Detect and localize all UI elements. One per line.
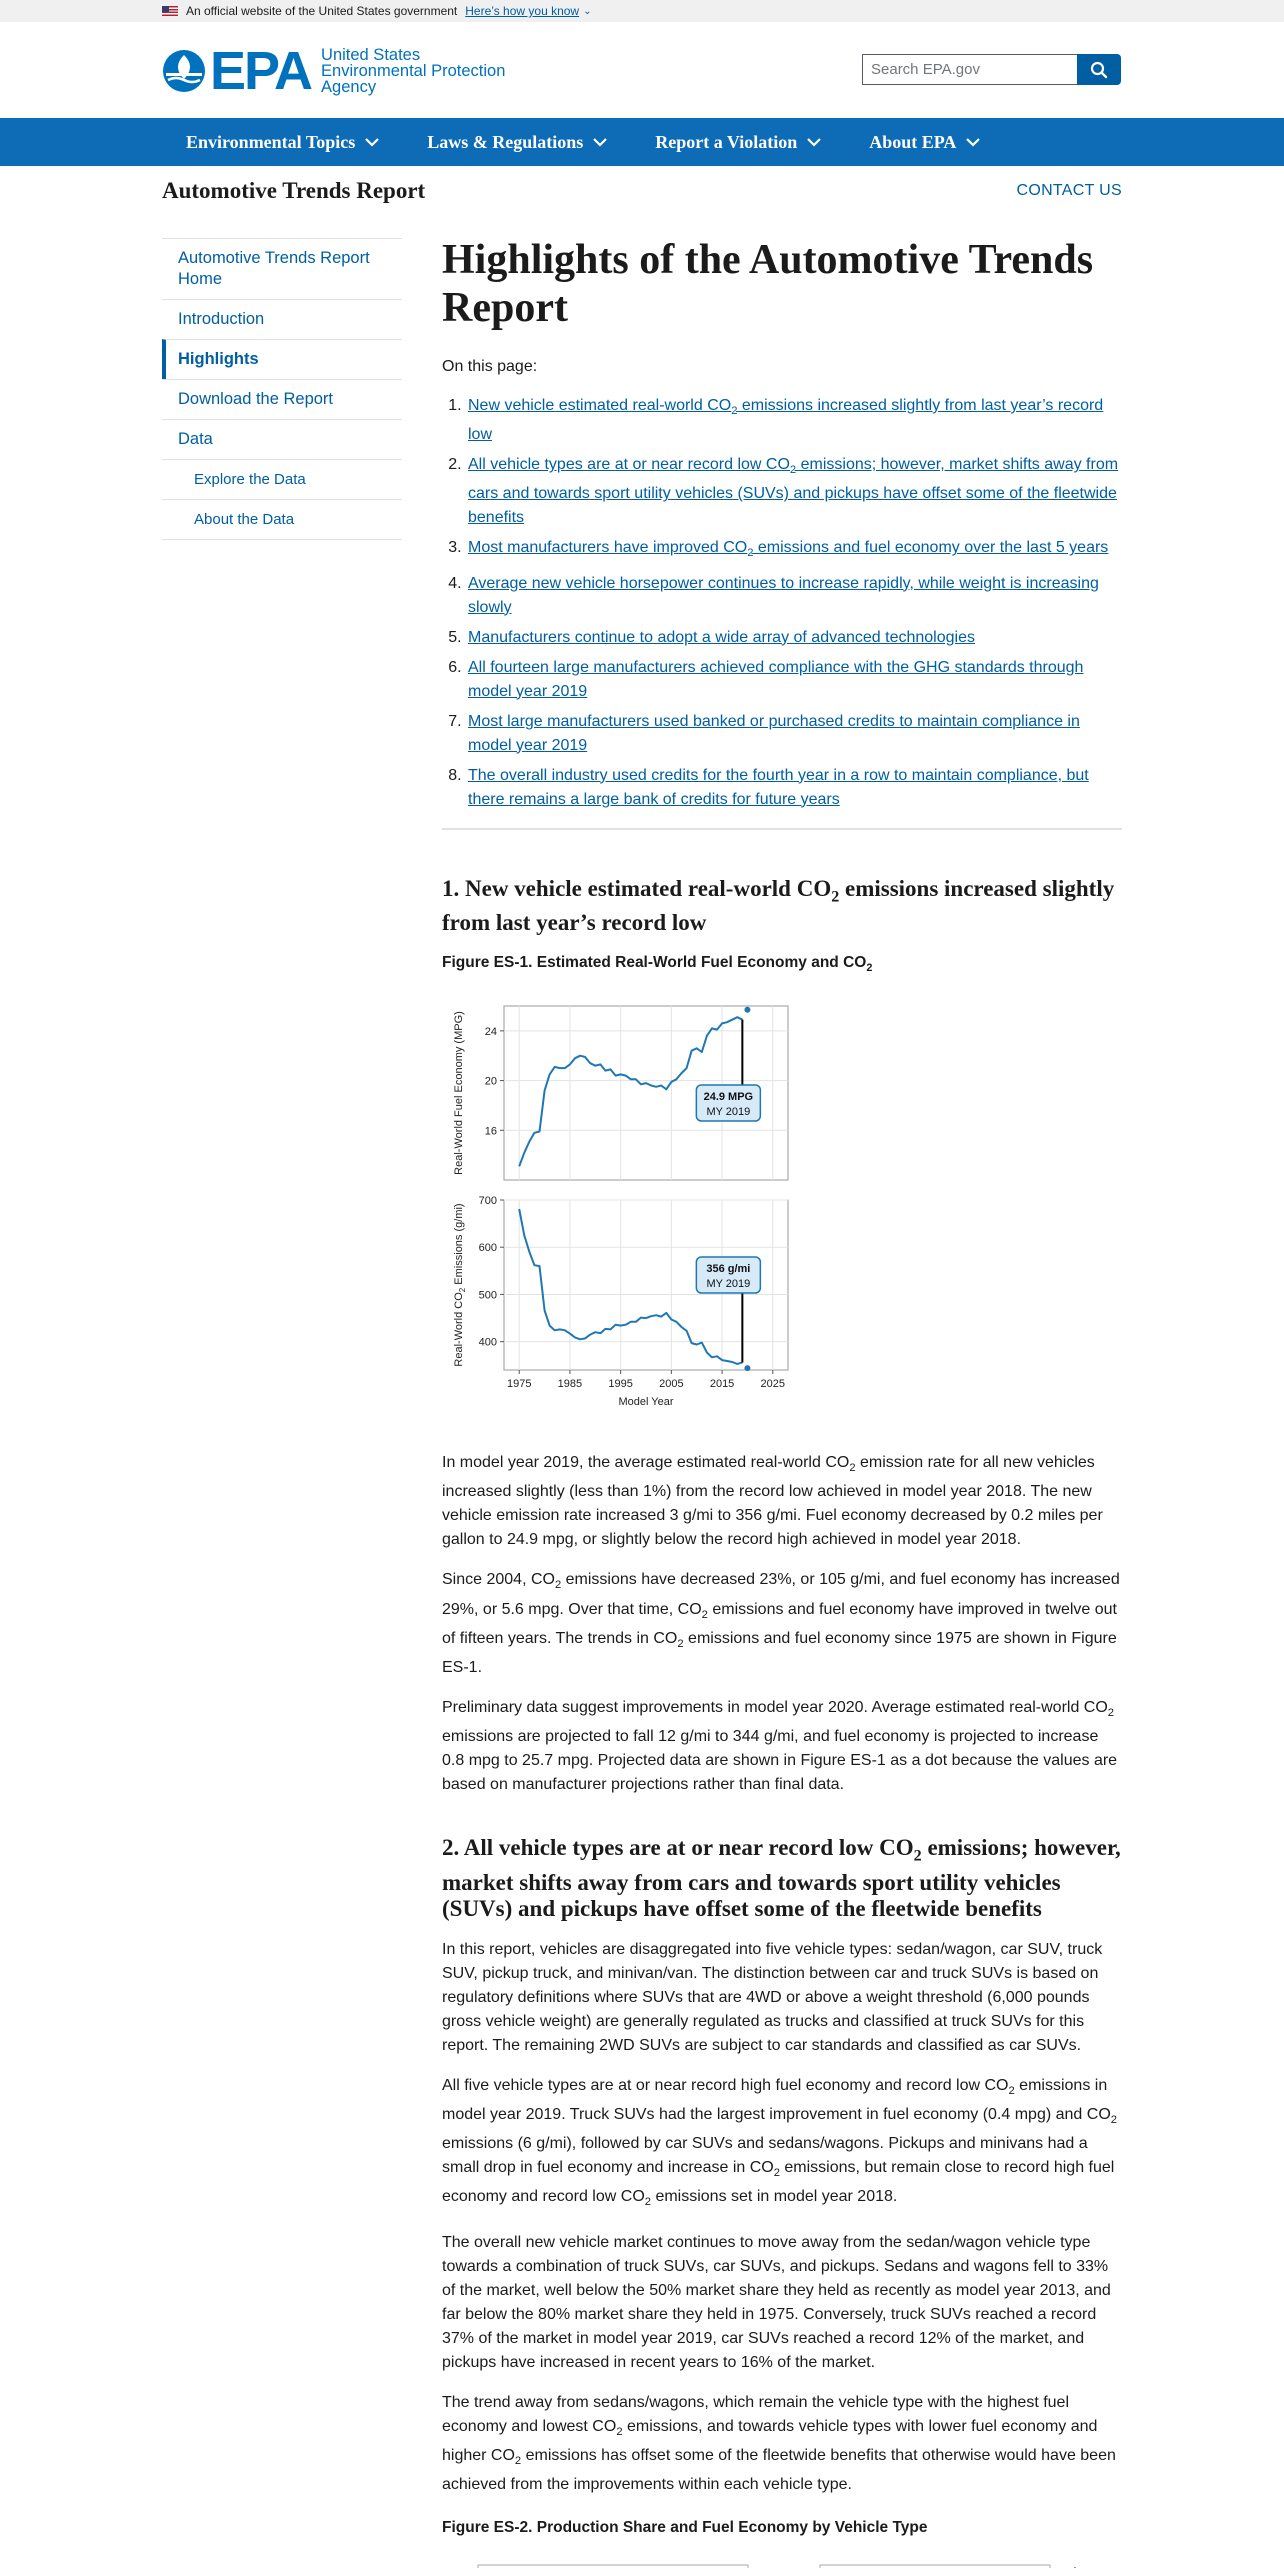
x-tick-label: 1985: [557, 1378, 583, 1391]
sidebar-item-download[interactable]: Download the Report: [162, 379, 402, 419]
toc-item[interactable]: 1. New vehicle estimated real-world $CO_2$ emissions increased slightly from last year’s record low: [466, 394, 1122, 447]
y-tick-label: 500: [478, 1289, 497, 1302]
y-tick-label: 16: [484, 1125, 497, 1138]
series-title[interactable]: Automotive Trends Report: [162, 178, 426, 203]
mpg-panel: [453, 1006, 788, 1180]
nav-report-violation[interactable]: Report a Violation: [631, 118, 845, 166]
gov-banner-text: An official website of the United States government: [186, 4, 458, 18]
x-tick-label: 2025: [760, 1378, 786, 1391]
x-tick-label: 1975: [506, 1378, 532, 1391]
main-content: [442, 236, 1122, 2568]
section1-heading: 1. New vehicle estimated real-world $CO_2$ emissions increased slightly from last year’s record low: [442, 875, 1115, 936]
contact-us-link[interactable]: CONTACT US: [1016, 182, 1122, 199]
projected-point: [744, 1365, 750, 1371]
figure-es1-title: Figure ES-1. Estimated Real-World Fuel Economy and $CO_2$: [442, 954, 873, 975]
figure-es2-fe-panel: [790, 2561, 1090, 2568]
y-tick-label: 400: [478, 1336, 497, 1349]
sidebar-item-introduction[interactable]: Introduction: [162, 299, 402, 339]
series-header: [162, 178, 1122, 204]
x-axis-label: Model Year: [618, 1396, 674, 1409]
sidebar-nav: [162, 238, 402, 540]
toc-item[interactable]: 3. Most manufacturers have improved $CO_2$ emissions and fuel economy over the last 5 years: [466, 536, 1122, 565]
page-title: Highlights of the Automotive Trends Report: [442, 237, 1094, 331]
y-tick-label: 700: [478, 1195, 497, 1208]
figure-es1-svg: [442, 998, 802, 1418]
co2-panel: [453, 1195, 788, 1408]
us-flag-icon: [162, 6, 178, 16]
site-search: [862, 54, 1121, 85]
toc-item[interactable]: 6. All fourteen large manufacturers achieved compliance with the GHG standards through model year 2019: [466, 656, 1122, 704]
search-icon: [1090, 61, 1108, 79]
site-header: [0, 22, 1284, 118]
table-of-contents: [466, 394, 1122, 812]
chevron-down-icon: ⌄: [583, 5, 592, 17]
figure-es2-title: Figure ES-2. Production Share and Fuel Economy by Vehicle Type: [442, 2518, 928, 2536]
y-tick-label: 24: [484, 1026, 497, 1039]
figure-es2-preview: [442, 2561, 1122, 2568]
x-tick-label: 2015: [709, 1378, 735, 1391]
nav-about-epa[interactable]: About EPA: [845, 118, 1004, 166]
section-divider: [442, 828, 1122, 830]
epa-flower-icon: [162, 49, 206, 93]
section1-paragraph: In model year 2019, the average estimated real-world $CO_2$ emission rate for all new vehicles increased slightly (less than 1%) from the record low achieved in model year 2018. The new vehicle emission rate increased 3 g/mi to 356 g/mi. Fuel economy decreased by 0.2 miles per gallon to 24.9 mpg, or slightly below the record high achieved in model year 2018.: [442, 1454, 1103, 1549]
y-tick-label: 20: [484, 1075, 497, 1088]
y-axis-label: Real-World $CO_2$ Emissions (g/mi): [453, 1203, 467, 1367]
nav-laws-regulations[interactable]: Laws & Regulations: [403, 118, 631, 166]
annotation-value: 24.9 MPG: [703, 1091, 754, 1104]
y-axis-label: Real-World Fuel Economy (MPG): [453, 1011, 465, 1176]
how-you-know-link[interactable]: Here’s how you know: [465, 4, 580, 18]
search-button[interactable]: [1077, 54, 1121, 85]
chevron-down-icon: [365, 138, 379, 147]
search-input[interactable]: [862, 54, 1077, 85]
chevron-down-icon: [593, 138, 607, 147]
epa-logo[interactable]: [162, 41, 506, 101]
x-tick-label: 1995: [608, 1378, 633, 1391]
toc-item[interactable]: 4. Average new vehicle horsepower continues to increase rapidly, while weight is increasing slowly: [466, 572, 1122, 620]
figure-es1-chart: [442, 998, 1122, 1423]
nav-environmental-topics[interactable]: Environmental Topics: [162, 118, 403, 166]
main-nav: [0, 118, 1284, 166]
section2-paragraph: In this report, vehicles are disaggregated into five vehicle types: sedan/wagon, car SUV, truck SUV, pickup truck, and minivan/van. The distinction between car and truck SUVs is based on regulatory definitions where SUVs that are 4WD or above a weight threshold (6,000 pounds gross vehicle weight) are generally regulated as trucks and classified at truck SUVs for this report. The remaining 2WD SUVs are subject to car standards and classified as car SUVs.: [442, 1940, 1103, 2054]
agency-name: United States Environmental Protection Agency: [321, 46, 506, 96]
section2-paragraph: The overall new vehicle market continues to move away from the sedan/wagon vehicle type towards a combination of truck SUVs, car SUVs, and pickups. Sedans and wagons fell to 33% of the market, well below the 50% market share they held as recently as model year 2013, and far below the 80% market share they held in 1975. Conversely, truck SUVs reached a record 37% of the market in model year 2019, car SUVs reached a record 12% of the market, and pickups have increased in recent years to 16% of the market.: [442, 2233, 1111, 2371]
sidebar-item-about-data[interactable]: About the Data: [162, 499, 402, 540]
toc-item[interactable]: 7. Most large manufacturers used banked or purchased credits to maintain compliance in model year 2019: [466, 710, 1122, 758]
x-tick-label: 2005: [659, 1378, 684, 1391]
section2-heading: 2. All vehicle types are at or near record low $CO_2$ emissions; however, market shifts away from cars and towards sport utility vehicles (SUVs) and pickups have offset some of the fleetwide benefits: [442, 1835, 1121, 1921]
annotation-label: MY 2019: [706, 1106, 751, 1119]
sidebar-item-explore-data[interactable]: Explore the Data: [162, 459, 402, 499]
annotation-label: MY 2019: [706, 1278, 751, 1291]
section2-paragraph: The trend away from sedans/wagons, which remain the vehicle type with the highest fuel economy and lowest $CO_2$ emissions, and towards vehicle types with lower fuel economy and higher $CO_2$ emissions has offset some of the fleetwide benefits that otherwise would have been achieved from the improvements within each vehicle type.: [442, 2393, 1116, 2493]
sidebar-item-home[interactable]: Automotive Trends Report Home: [162, 238, 402, 299]
section1-paragraph: Preliminary data suggest improvements in model year 2020. Average estimated real-world $CO_2$ emissions are projected to fall 12 g/mi to 344 g/mi, and fuel economy is projected to increase 0.8 mpg to 25.7 mpg. Projected data are shown in Figure ES-1 as a dot because the values are based on manufacturer projections rather than final data.: [442, 1699, 1118, 1794]
sidebar-item-data[interactable]: Data: [162, 419, 402, 459]
sidebar-item-highlights[interactable]: Highlights: [162, 339, 402, 379]
logo-letters: EPA: [210, 41, 312, 101]
toc-item[interactable]: 5. Manufacturers continue to adopt a wide array of advanced technologies: [466, 626, 1122, 650]
gov-banner: [0, 0, 1284, 22]
section1-paragraph: Since 2004, $CO_2$ emissions have decreased 23%, or 105 g/mi, and fuel economy has increased 29%, or 5.6 mpg. Over that time, $CO_2$ emissions and fuel economy have improved in twelve out of fifteen years. The trends in $CO_2$ emissions and fuel economy since 1975 are shown in Figure ES-1.: [442, 1571, 1120, 1676]
toc-item[interactable]: 8. The overall industry used credits for the fourth year in a row to maintain compliance, but there remains a large bank of credits for future years: [466, 764, 1122, 812]
toc-item[interactable]: 2. All vehicle types are at or near record low $CO_2$ emissions; however, market shifts away from cars and towards sport utility vehicles (SUVs) and pickups have offset some of the fleetwide benefits: [466, 453, 1122, 530]
projected-point: [744, 1007, 750, 1013]
annotation-value: 356 g/mi: [706, 1263, 751, 1276]
figure-es2-share-panel: [442, 2561, 762, 2568]
y-tick-label: 600: [478, 1242, 497, 1255]
on-this-page-label: On this page:: [442, 358, 538, 375]
section2-paragraph: All five vehicle types are at or near record high fuel economy and record low $CO_2$ emissions in model year 2019. Truck SUVs had the largest improvement in fuel economy (0.4 mpg) and $CO_2$ emissions (6 g/mi), followed by car SUVs and sedans/wagons. Pickups and minivans had a small drop in fuel economy and increase in $CO_2$ emissions, but remain close to record high fuel economy and record low $CO_2$ emissions set in model year 2018.: [442, 2076, 1117, 2209]
chevron-down-icon: [966, 138, 980, 147]
chevron-down-icon: [807, 138, 821, 147]
